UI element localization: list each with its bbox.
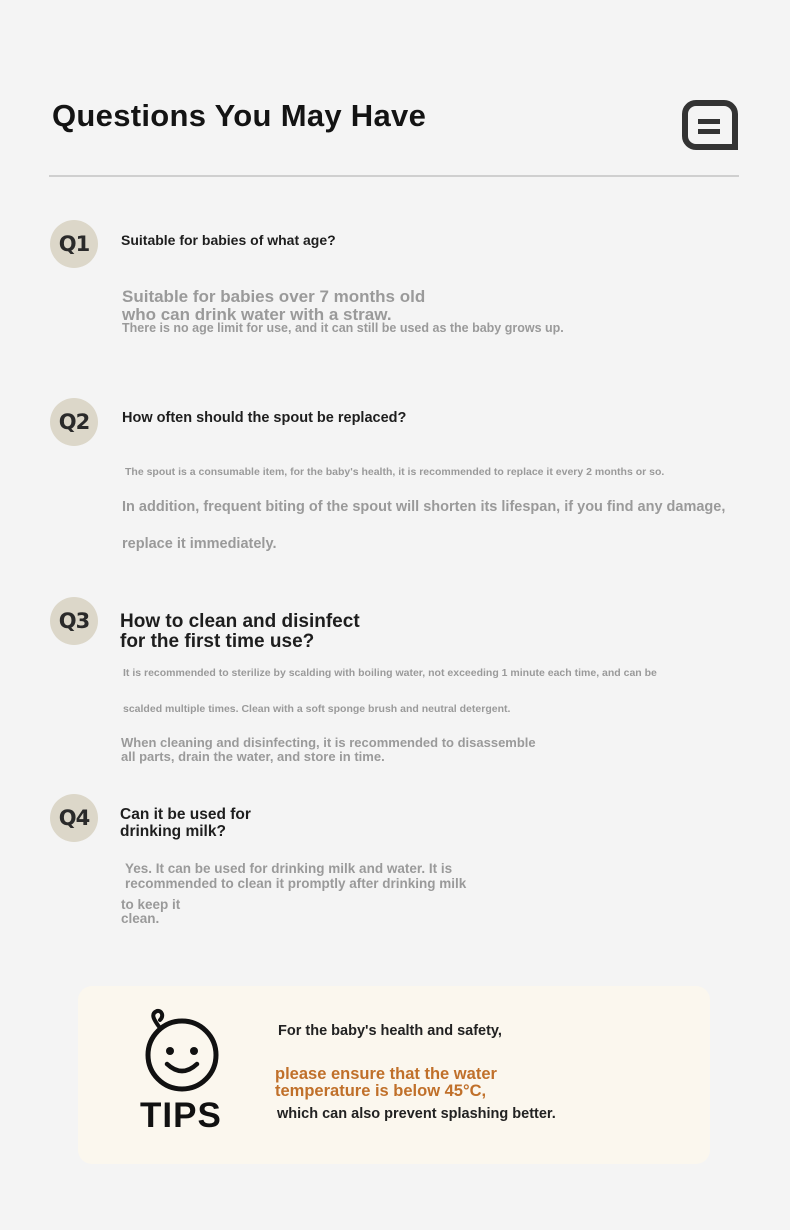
q1-answer-2: There is no age limit for use, and it can still be used as the baby grows up. [122,321,564,335]
tip-line-3: which can also prevent splashing better. [277,1106,556,1122]
q2-answer-2: In addition, frequent biting of the spout will shorten its lifespan, if you find any damage, [122,499,726,515]
q3-answer-2: scalded multiple times. Clean with a soft sponge brush and neutral detergent. [123,703,511,715]
chat-bubble-icon [680,98,738,152]
q2-answer-1: The spout is a consumable item, for the baby's health, it is recommended to replace it every 2 months or so. [125,466,665,478]
q3-answer-1: It is recommended to sterilize by scalding with boiling water, not exceeding 1 minute each time, and can be [123,667,657,679]
q1-badge: Q1 [50,220,98,268]
header-divider [49,175,739,177]
q3-question: How to clean and disinfect for the first time use? [120,611,360,652]
q3-badge: Q3 [50,597,98,645]
tip-line-2: please ensure that the water temperature is below 45°C, [275,1065,497,1100]
q2-answer-3: replace it immediately. [122,536,277,552]
q1-answer-1: Suitable for babies over 7 months old who can drink water with a straw. [122,287,426,324]
smiley-face-icon [140,1008,224,1096]
page-title: Questions You May Have [52,98,427,133]
q4-answer-1: Yes. It can be used for drinking milk and water. It is recommended to clean it promptly after drinking milk [125,861,467,891]
q2-badge: Q2 [50,398,98,446]
q4-badge: Q4 [50,794,98,842]
q2-question: How often should the spout be replaced? [122,410,407,426]
q3-answer-3: When cleaning and disinfecting, it is recommended to disassemble all parts, drain the water, and store in time. [121,735,536,764]
tip-line-1: For the baby's health and safety, [278,1023,502,1039]
q1-question: Suitable for babies of what age? [121,232,336,248]
q4-question: Can it be used for drinking milk? [120,806,251,840]
tips-label: TIPS [140,1096,222,1135]
q4-answer-2: to keep it clean. [121,897,181,926]
